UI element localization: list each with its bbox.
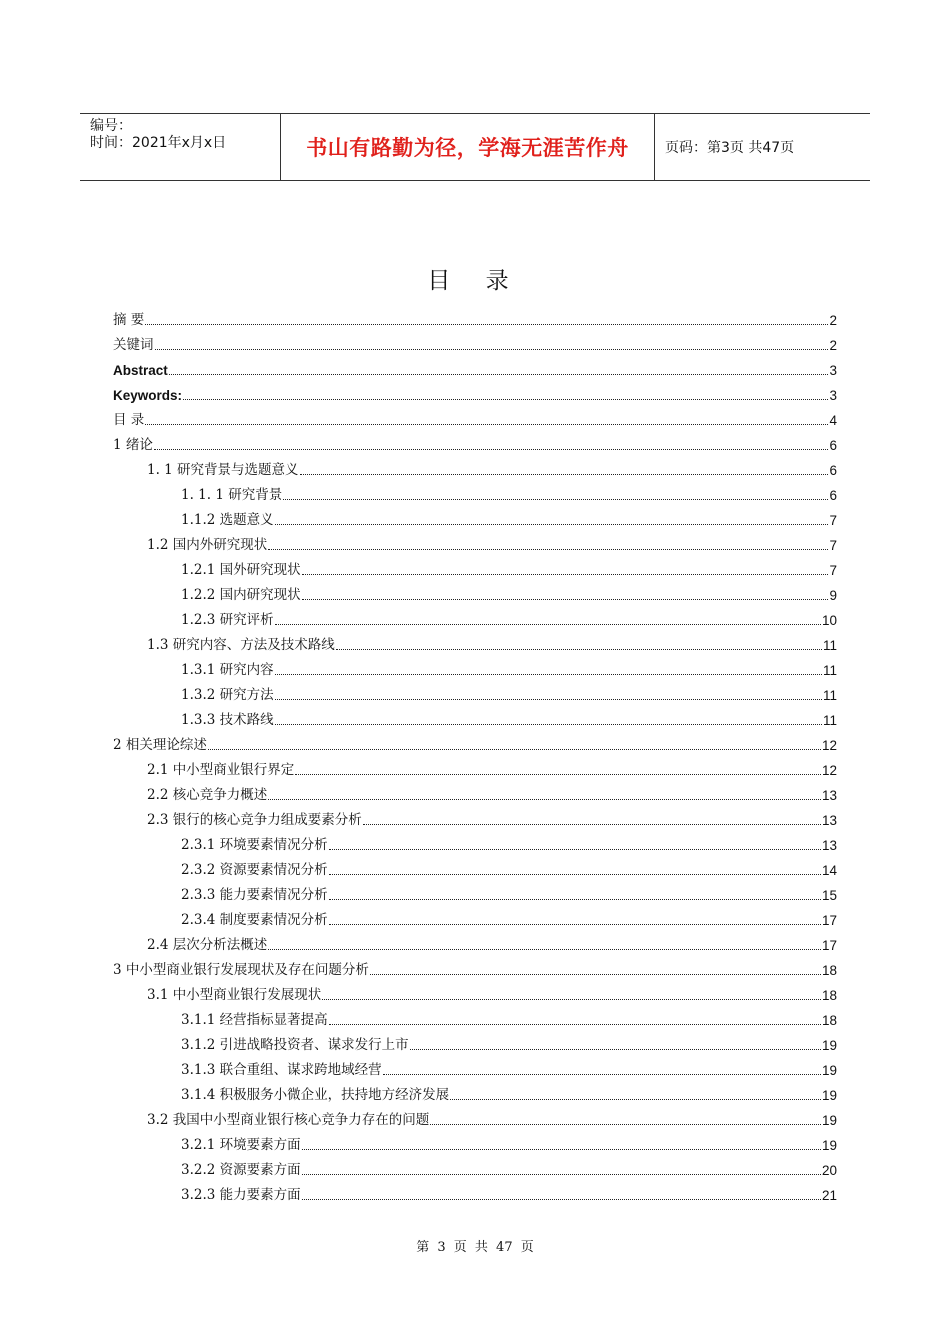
toc-leader-dots	[300, 474, 829, 475]
toc-entry-page: 19	[821, 1038, 837, 1053]
toc-leader-dots	[268, 949, 821, 950]
toc-leader-dots	[302, 1149, 821, 1150]
toc-leader-dots	[363, 824, 821, 825]
toc-entry-label: 1.3.1 研究内容	[181, 662, 274, 678]
toc-entry-label: 3.1.1 经营指标显著提高	[181, 1012, 328, 1028]
toc-entry-page: 19	[821, 1113, 837, 1128]
toc-entry-page: 10	[821, 613, 837, 628]
toc-leader-dots	[145, 324, 828, 325]
toc-entry-page: 19	[821, 1088, 837, 1103]
toc-leader-dots	[268, 549, 828, 550]
toc-entry[interactable]	[113, 729, 837, 754]
toc-entry-page: 18	[821, 963, 837, 978]
toc-entry[interactable]	[113, 554, 837, 579]
toc-entry-page: 13	[821, 813, 837, 828]
toc-entry-page: 11	[822, 638, 837, 653]
toc-entry-label: 2.1 中小型商业银行界定	[147, 762, 295, 778]
toc-entry[interactable]	[113, 1054, 837, 1079]
document-number-label: 编号：	[90, 118, 132, 134]
toc-entry-label: 1.3.2 研究方法	[181, 687, 274, 703]
toc-entry-label: Abstract	[113, 363, 168, 378]
header-page-info: 页码：第3页 共47页	[665, 140, 795, 156]
toc-leader-dots	[430, 1124, 821, 1125]
toc-entry-label: 3.2 我国中小型商业银行核心竞争力存在的问题	[147, 1112, 430, 1128]
toc-entry[interactable]	[113, 954, 837, 979]
toc-entry-page: 21	[821, 1188, 837, 1203]
toc-entry-label: 3 中小型商业银行发展现状及存在问题分析	[113, 962, 369, 978]
toc-entry[interactable]	[113, 779, 837, 804]
toc-entry-page: 6	[829, 438, 837, 453]
toc-entry-label: 3.2.1 环境要素方面	[181, 1137, 301, 1153]
toc-leader-dots	[450, 1099, 821, 1100]
toc-leader-dots	[383, 1074, 821, 1075]
toc-entry-label: 2 相关理论综述	[113, 737, 207, 753]
toc-entry-page: 7	[829, 538, 837, 553]
toc-entry-page: 3	[829, 363, 837, 378]
toc-leader-dots	[283, 499, 828, 500]
toc-entry-label: 3.1.3 联合重组、谋求跨地域经营	[181, 1062, 382, 1078]
toc-entry-page: 14	[821, 863, 837, 878]
toc-entry-label: 2.4 层次分析法概述	[147, 937, 268, 953]
toc-entry-label: 3.1.2 引进战略投资者、谋求发行上市	[181, 1037, 409, 1053]
toc-entry[interactable]	[113, 429, 837, 454]
toc-entry-label: 3.2.2 资源要素方面	[181, 1162, 301, 1178]
toc-entry-page: 11	[822, 663, 837, 678]
table-of-contents	[113, 304, 837, 1204]
toc-leader-dots	[275, 524, 829, 525]
toc-leader-dots	[169, 374, 829, 375]
toc-entry-label: 2.3.1 环境要素情况分析	[181, 837, 328, 853]
page-footer: 第 3 页 共 47 页	[416, 1240, 534, 1255]
toc-entry[interactable]	[113, 1179, 837, 1204]
toc-entry-page: 2	[829, 338, 837, 353]
toc-entry-page: 17	[821, 938, 837, 953]
toc-entry[interactable]	[113, 1129, 837, 1154]
toc-entry-label: 1.3.3 技术路线	[181, 712, 274, 728]
toc-leader-dots	[329, 874, 821, 875]
toc-entry-page: 11	[822, 713, 837, 728]
toc-entry-label: 1. 1 研究背景与选题意义	[147, 462, 299, 478]
document-time-label: 时间：2021年x月x日	[90, 135, 227, 151]
toc-leader-dots	[183, 399, 828, 400]
toc-entry-label: 3.1.4 积极服务小微企业，扶持地方经济发展	[181, 1087, 450, 1103]
toc-entry-label: 目 录	[113, 412, 145, 428]
header-motto: 书山有路勤为径，学海无涯苦作舟	[281, 114, 655, 180]
toc-leader-dots	[336, 649, 822, 650]
toc-entry[interactable]	[113, 1029, 837, 1054]
document-header	[80, 113, 870, 181]
toc-leader-dots	[275, 674, 822, 675]
toc-entry[interactable]	[113, 629, 837, 654]
toc-entry[interactable]	[113, 854, 837, 879]
toc-entry-label: 1.1.2 选题意义	[181, 512, 274, 528]
toc-entry[interactable]	[113, 1154, 837, 1179]
toc-leader-dots	[329, 899, 821, 900]
toc-leader-dots	[329, 1024, 821, 1025]
toc-leader-dots	[302, 1174, 821, 1175]
toc-entry-page: 17	[821, 913, 837, 928]
toc-entry-label: 2.3.4 制度要素情况分析	[181, 912, 328, 928]
toc-entry[interactable]	[113, 354, 837, 379]
toc-entry-label: 2.3.2 资源要素情况分析	[181, 862, 328, 878]
toc-entry-label: 2.3 银行的核心竞争力组成要素分析	[147, 812, 362, 828]
toc-entry[interactable]	[113, 404, 837, 429]
toc-entry-page: 13	[821, 788, 837, 803]
toc-entry-page: 13	[821, 838, 837, 853]
toc-entry-page: 12	[821, 763, 837, 778]
toc-leader-dots	[275, 624, 821, 625]
toc-entry-label: 2.2 核心竞争力概述	[147, 787, 268, 803]
toc-entry-label: 摘 要	[113, 312, 145, 328]
toc-entry[interactable]	[113, 754, 837, 779]
toc-entry[interactable]	[113, 304, 837, 329]
toc-entry-page: 11	[822, 688, 837, 703]
toc-leader-dots	[295, 774, 821, 775]
toc-entry-page: 9	[829, 588, 837, 603]
toc-entry-page: 3	[829, 388, 837, 403]
toc-entry-page: 6	[829, 463, 837, 478]
toc-entry-label: 1. 1. 1 研究背景	[181, 487, 283, 503]
header-meta-cell	[80, 114, 281, 180]
toc-entry-page: 4	[829, 413, 837, 428]
toc-entry-label: 1.2.2 国内研究现状	[181, 587, 301, 603]
toc-leader-dots	[410, 1049, 821, 1050]
toc-entry-page: 20	[821, 1163, 837, 1178]
toc-entry-label: 1.3 研究内容、方法及技术路线	[147, 637, 335, 653]
toc-entry[interactable]	[113, 479, 837, 504]
toc-leader-dots	[155, 349, 829, 350]
toc-leader-dots	[302, 599, 829, 600]
toc-leader-dots	[154, 449, 829, 450]
toc-entry[interactable]	[113, 579, 837, 604]
toc-entry[interactable]	[113, 504, 837, 529]
toc-entry[interactable]	[113, 929, 837, 954]
toc-entry-label: 关键词	[113, 337, 154, 353]
toc-entry-label: 1.2.3 研究评析	[181, 612, 274, 628]
toc-entry[interactable]	[113, 604, 837, 629]
toc-leader-dots	[302, 574, 829, 575]
toc-entry[interactable]	[113, 1004, 837, 1029]
toc-entry-label: Keywords:	[113, 388, 183, 403]
toc-entry-label: 3.1 中小型商业银行发展现状	[147, 987, 322, 1003]
toc-entry[interactable]	[113, 1079, 837, 1104]
toc-entry[interactable]	[113, 679, 837, 704]
toc-entry-page: 12	[821, 738, 837, 753]
toc-entry-label: 1.2.1 国外研究现状	[181, 562, 301, 578]
toc-entry[interactable]	[113, 979, 837, 1004]
toc-entry[interactable]	[113, 1104, 837, 1129]
toc-title: 目 录	[427, 268, 523, 294]
toc-entry-page: 6	[829, 488, 837, 503]
toc-leader-dots	[370, 974, 821, 975]
toc-entry-label: 1.2 国内外研究现状	[147, 537, 268, 553]
toc-entry[interactable]	[113, 704, 837, 729]
toc-entry[interactable]	[113, 829, 837, 854]
toc-leader-dots	[268, 799, 821, 800]
toc-entry-page: 2	[829, 313, 837, 328]
toc-leader-dots	[275, 699, 822, 700]
toc-entry-page: 18	[821, 988, 837, 1003]
toc-entry-page: 7	[829, 563, 837, 578]
toc-entry[interactable]	[113, 904, 837, 929]
toc-entry-label: 3.2.3 能力要素方面	[181, 1187, 301, 1203]
toc-entry[interactable]	[113, 879, 837, 904]
toc-entry-page: 19	[821, 1138, 837, 1153]
toc-leader-dots	[329, 849, 821, 850]
toc-entry[interactable]	[113, 529, 837, 554]
toc-entry[interactable]	[113, 654, 837, 679]
toc-entry-page: 15	[821, 888, 837, 903]
toc-entry-page: 18	[821, 1013, 837, 1028]
toc-leader-dots	[145, 424, 828, 425]
toc-leader-dots	[208, 749, 821, 750]
toc-entry-page: 7	[829, 513, 837, 528]
toc-leader-dots	[329, 924, 821, 925]
toc-entry[interactable]	[113, 804, 837, 829]
toc-entry[interactable]	[113, 379, 837, 404]
toc-leader-dots	[302, 1199, 821, 1200]
toc-entry-label: 1 绪论	[113, 437, 153, 453]
toc-leader-dots	[275, 724, 822, 725]
toc-entry[interactable]	[113, 454, 837, 479]
toc-entry[interactable]	[113, 329, 837, 354]
toc-leader-dots	[322, 999, 821, 1000]
toc-entry-label: 2.3.3 能力要素情况分析	[181, 887, 328, 903]
toc-entry-page: 19	[821, 1063, 837, 1078]
